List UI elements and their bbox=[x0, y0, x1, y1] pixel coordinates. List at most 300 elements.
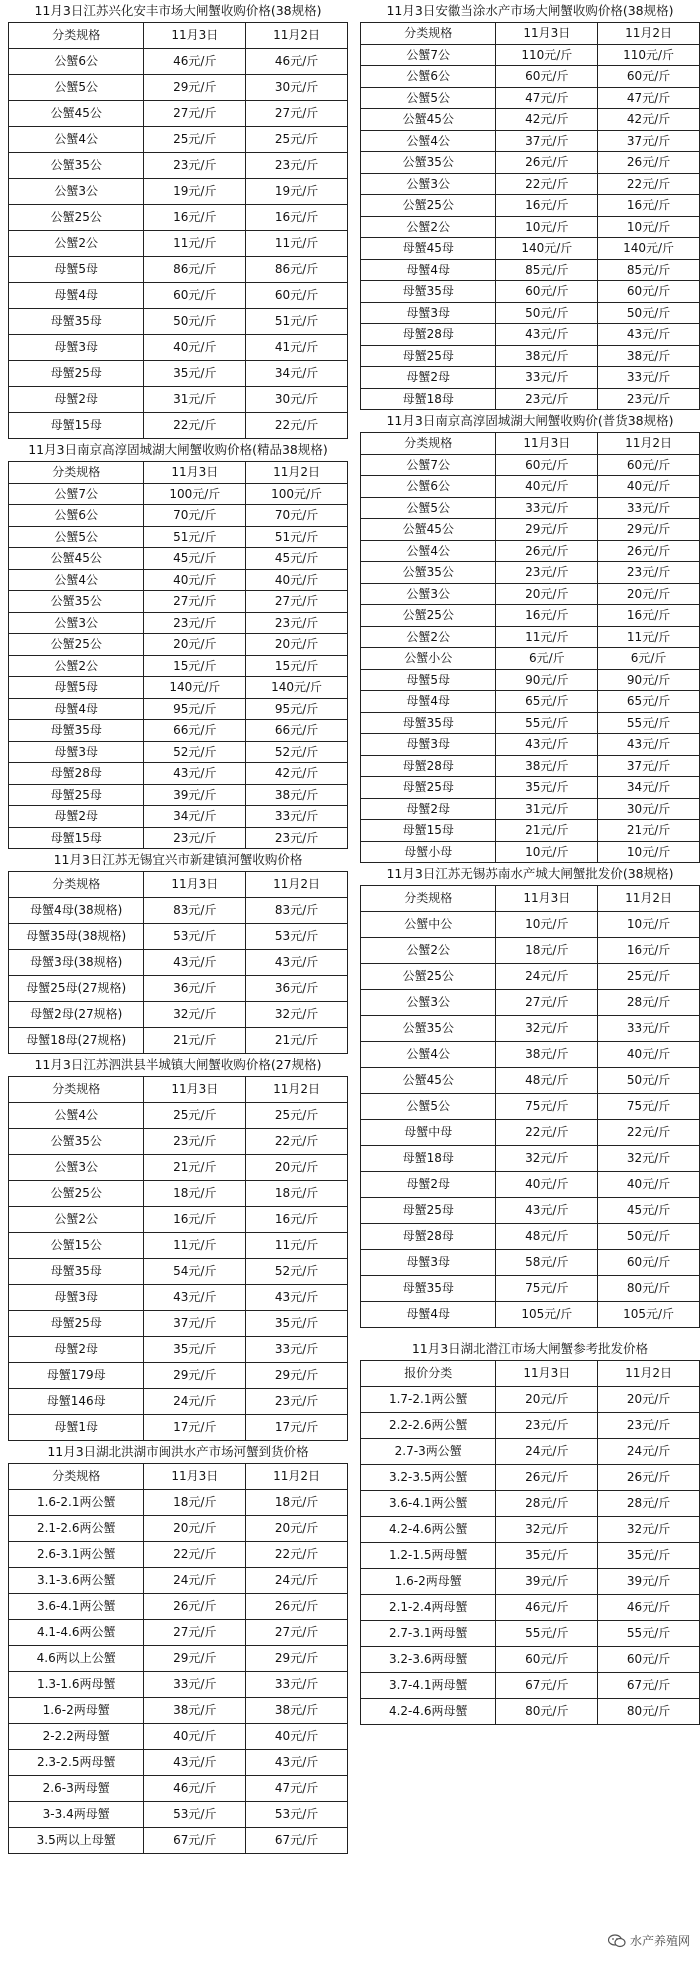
price-cell: 26元/斤 bbox=[496, 540, 598, 562]
spec-cell: 母蟹45母 bbox=[361, 238, 496, 260]
price-table-block bbox=[8, 0, 348, 439]
spec-cell: 母蟹4母(38规格) bbox=[9, 898, 144, 924]
price-cell: 38元/斤 bbox=[598, 345, 700, 367]
spec-cell: 公蟹35公 bbox=[9, 591, 144, 613]
price-cell: 54元/斤 bbox=[144, 1259, 246, 1285]
spec-cell: 公蟹中公 bbox=[361, 912, 496, 938]
price-cell: 35元/斤 bbox=[598, 1543, 700, 1569]
price-cell: 40元/斤 bbox=[144, 335, 246, 361]
spec-cell: 4.2-4.6两母蟹 bbox=[361, 1699, 496, 1725]
spec-cell: 公蟹5公 bbox=[361, 87, 496, 109]
spec-cell: 公蟹4公 bbox=[9, 1103, 144, 1129]
table-row bbox=[9, 283, 348, 309]
price-cell: 16元/斤 bbox=[496, 195, 598, 217]
price-cell: 105元/斤 bbox=[496, 1302, 598, 1328]
spec-cell: 公蟹35公 bbox=[361, 1016, 496, 1042]
spec-cell: 公蟹35公 bbox=[361, 152, 496, 174]
price-cell: 32元/斤 bbox=[496, 1146, 598, 1172]
table-row bbox=[361, 1621, 700, 1647]
spec-cell: 母蟹35母(38规格) bbox=[9, 924, 144, 950]
spec-cell: 3.6-4.1两公蟹 bbox=[9, 1594, 144, 1620]
price-cell: 35元/斤 bbox=[144, 1337, 246, 1363]
table-row bbox=[361, 1276, 700, 1302]
price-cell: 23元/斤 bbox=[246, 612, 348, 634]
spec-cell: 母蟹1母 bbox=[9, 1415, 144, 1441]
spec-cell: 公蟹25公 bbox=[9, 634, 144, 656]
price-cell: 23元/斤 bbox=[598, 1413, 700, 1439]
price-cell: 55元/斤 bbox=[496, 1621, 598, 1647]
price-table-block bbox=[8, 1054, 348, 1441]
price-cell: 35元/斤 bbox=[246, 1311, 348, 1337]
spec-cell: 公蟹4公 bbox=[361, 130, 496, 152]
price-cell: 33元/斤 bbox=[598, 497, 700, 519]
table-row bbox=[9, 1415, 348, 1441]
spec-cell: 3.6-4.1两公蟹 bbox=[361, 1491, 496, 1517]
price-table-block bbox=[360, 863, 700, 1328]
price-table bbox=[360, 885, 700, 1328]
price-cell: 19元/斤 bbox=[144, 179, 246, 205]
spec-cell: 母蟹4母 bbox=[9, 283, 144, 309]
price-cell: 23元/斤 bbox=[496, 388, 598, 410]
spec-cell: 公蟹5公 bbox=[9, 526, 144, 548]
table-row bbox=[9, 127, 348, 153]
spec-cell: 母蟹15母 bbox=[9, 413, 144, 439]
spec-cell: 公蟹25公 bbox=[361, 605, 496, 627]
price-cell: 60元/斤 bbox=[598, 281, 700, 303]
table-row bbox=[361, 281, 700, 303]
table-row bbox=[361, 734, 700, 756]
price-cell: 31元/斤 bbox=[496, 798, 598, 820]
header-cell: 11月3日 bbox=[496, 23, 598, 45]
spec-cell: 1.6-2两母蟹 bbox=[9, 1698, 144, 1724]
price-cell: 50元/斤 bbox=[144, 309, 246, 335]
price-table-block bbox=[360, 0, 700, 410]
table-header-row bbox=[9, 1464, 348, 1490]
table-row bbox=[9, 505, 348, 527]
price-cell: 140元/斤 bbox=[496, 238, 598, 260]
price-cell: 29元/斤 bbox=[598, 519, 700, 541]
header-cell: 11月2日 bbox=[598, 433, 700, 455]
spec-cell: 公蟹4公 bbox=[361, 1042, 496, 1068]
price-cell: 95元/斤 bbox=[246, 698, 348, 720]
price-cell: 51元/斤 bbox=[246, 526, 348, 548]
price-cell: 70元/斤 bbox=[246, 505, 348, 527]
table-row bbox=[361, 66, 700, 88]
table-title: 11月3日湖北潜江市场大闸蟹参考批发价格 bbox=[411, 1341, 649, 1356]
table-header-row bbox=[361, 1361, 700, 1387]
table-row bbox=[9, 1389, 348, 1415]
price-cell: 21元/斤 bbox=[144, 1155, 246, 1181]
price-cell: 25元/斤 bbox=[246, 1103, 348, 1129]
price-cell: 24元/斤 bbox=[144, 1389, 246, 1415]
price-cell: 86元/斤 bbox=[144, 257, 246, 283]
price-cell: 60元/斤 bbox=[496, 1647, 598, 1673]
price-cell: 16元/斤 bbox=[598, 938, 700, 964]
price-cell: 11元/斤 bbox=[144, 1233, 246, 1259]
price-cell: 46元/斤 bbox=[144, 1776, 246, 1802]
price-cell: 15元/斤 bbox=[144, 655, 246, 677]
table-header-row bbox=[361, 886, 700, 912]
spec-cell: 母蟹2母 bbox=[361, 1172, 496, 1198]
price-cell: 22元/斤 bbox=[496, 1120, 598, 1146]
price-cell: 43元/斤 bbox=[246, 950, 348, 976]
price-cell: 23元/斤 bbox=[246, 827, 348, 849]
table-row bbox=[9, 806, 348, 828]
price-cell: 41元/斤 bbox=[246, 335, 348, 361]
table-row bbox=[9, 591, 348, 613]
table-row bbox=[361, 152, 700, 174]
price-cell: 85元/斤 bbox=[598, 259, 700, 281]
price-cell: 75元/斤 bbox=[598, 1094, 700, 1120]
price-cell: 33元/斤 bbox=[246, 806, 348, 828]
price-cell: 40元/斤 bbox=[246, 1724, 348, 1750]
spec-cell: 2.2-2.6两公蟹 bbox=[361, 1413, 496, 1439]
spec-cell: 母蟹25母 bbox=[9, 1311, 144, 1337]
price-cell: 22元/斤 bbox=[496, 173, 598, 195]
price-table-block bbox=[8, 1441, 348, 1854]
spec-cell: 2-2.2两母蟹 bbox=[9, 1724, 144, 1750]
price-cell: 43元/斤 bbox=[246, 1750, 348, 1776]
price-cell: 16元/斤 bbox=[246, 1207, 348, 1233]
table-row bbox=[361, 990, 700, 1016]
price-cell: 23元/斤 bbox=[144, 153, 246, 179]
table-row bbox=[361, 259, 700, 281]
price-cell: 50元/斤 bbox=[598, 1224, 700, 1250]
table-row bbox=[361, 324, 700, 346]
spec-cell: 母蟹25母 bbox=[9, 784, 144, 806]
price-cell: 42元/斤 bbox=[598, 109, 700, 131]
table-row bbox=[361, 87, 700, 109]
price-cell: 26元/斤 bbox=[144, 1594, 246, 1620]
table-row bbox=[9, 1207, 348, 1233]
price-cell: 42元/斤 bbox=[496, 109, 598, 131]
table-row bbox=[361, 519, 700, 541]
table-row bbox=[9, 898, 348, 924]
price-cell: 40元/斤 bbox=[246, 569, 348, 591]
price-cell: 60元/斤 bbox=[144, 283, 246, 309]
header-cell: 分类规格 bbox=[9, 462, 144, 484]
spec-cell: 公蟹45公 bbox=[361, 1068, 496, 1094]
price-cell: 85元/斤 bbox=[496, 259, 598, 281]
table-row bbox=[361, 1413, 700, 1439]
table-row bbox=[9, 1259, 348, 1285]
price-cell: 23元/斤 bbox=[598, 562, 700, 584]
spec-cell: 公蟹25公 bbox=[9, 205, 144, 231]
spec-cell: 公蟹5公 bbox=[9, 75, 144, 101]
price-table bbox=[360, 22, 700, 410]
price-cell: 10元/斤 bbox=[496, 912, 598, 938]
spec-cell: 公蟹2公 bbox=[361, 626, 496, 648]
table-row bbox=[361, 130, 700, 152]
price-cell: 27元/斤 bbox=[496, 990, 598, 1016]
price-cell: 40元/斤 bbox=[598, 476, 700, 498]
spec-cell: 1.6-2.1两公蟹 bbox=[9, 1490, 144, 1516]
price-cell: 36元/斤 bbox=[144, 976, 246, 1002]
table-row bbox=[9, 655, 348, 677]
spec-cell: 1.2-1.5两母蟹 bbox=[361, 1543, 496, 1569]
table-row bbox=[9, 612, 348, 634]
spec-cell: 公蟹2公 bbox=[9, 231, 144, 257]
header-cell: 分类规格 bbox=[9, 1464, 144, 1490]
price-cell: 32元/斤 bbox=[598, 1517, 700, 1543]
table-row bbox=[361, 1198, 700, 1224]
price-cell: 22元/斤 bbox=[246, 1129, 348, 1155]
price-cell: 52元/斤 bbox=[246, 741, 348, 763]
spec-cell: 4.1-4.6两公蟹 bbox=[9, 1620, 144, 1646]
price-cell: 39元/斤 bbox=[144, 784, 246, 806]
price-cell: 32元/斤 bbox=[598, 1146, 700, 1172]
spec-cell: 公蟹25公 bbox=[361, 964, 496, 990]
price-cell: 11元/斤 bbox=[246, 231, 348, 257]
table-row bbox=[361, 1094, 700, 1120]
table-row bbox=[361, 1647, 700, 1673]
spec-cell: 母蟹15母 bbox=[361, 820, 496, 842]
spec-cell: 2.6-3.1两公蟹 bbox=[9, 1542, 144, 1568]
price-cell: 40元/斤 bbox=[598, 1172, 700, 1198]
spec-cell: 公蟹25公 bbox=[9, 1181, 144, 1207]
table-row bbox=[361, 712, 700, 734]
table-row bbox=[9, 1490, 348, 1516]
spec-cell: 母蟹18母(27规格) bbox=[9, 1028, 144, 1054]
price-cell: 23元/斤 bbox=[246, 1389, 348, 1415]
price-cell: 29元/斤 bbox=[496, 519, 598, 541]
price-cell: 47元/斤 bbox=[246, 1776, 348, 1802]
price-cell: 43元/斤 bbox=[496, 1198, 598, 1224]
price-cell: 33元/斤 bbox=[496, 497, 598, 519]
spec-cell: 母蟹146母 bbox=[9, 1389, 144, 1415]
spec-cell: 公蟹4公 bbox=[361, 540, 496, 562]
left-column bbox=[8, 0, 348, 1854]
table-row bbox=[9, 827, 348, 849]
spec-cell: 公蟹3公 bbox=[361, 990, 496, 1016]
spec-cell: 公蟹15公 bbox=[9, 1233, 144, 1259]
price-cell: 37元/斤 bbox=[598, 130, 700, 152]
price-cell: 43元/斤 bbox=[496, 734, 598, 756]
price-table-block bbox=[360, 410, 700, 863]
price-cell: 105元/斤 bbox=[598, 1302, 700, 1328]
price-cell: 27元/斤 bbox=[246, 101, 348, 127]
table-row bbox=[9, 763, 348, 785]
price-cell: 46元/斤 bbox=[598, 1595, 700, 1621]
wechat-icon bbox=[608, 1934, 626, 1948]
watermark-text: 水产养殖网 bbox=[629, 1934, 690, 1948]
price-cell: 10元/斤 bbox=[496, 841, 598, 863]
price-cell: 22元/斤 bbox=[246, 413, 348, 439]
table-row bbox=[361, 1439, 700, 1465]
price-cell: 38元/斤 bbox=[496, 345, 598, 367]
price-cell: 11元/斤 bbox=[496, 626, 598, 648]
table-row bbox=[9, 1620, 348, 1646]
spec-cell: 3.5两以上母蟹 bbox=[9, 1828, 144, 1854]
price-cell: 60元/斤 bbox=[246, 283, 348, 309]
price-cell: 19元/斤 bbox=[246, 179, 348, 205]
spec-cell: 公蟹3公 bbox=[9, 612, 144, 634]
table-row bbox=[9, 1724, 348, 1750]
spec-cell: 母蟹35母 bbox=[361, 712, 496, 734]
price-cell: 34元/斤 bbox=[144, 806, 246, 828]
spec-cell: 母蟹4母 bbox=[361, 1302, 496, 1328]
table-row bbox=[9, 1568, 348, 1594]
table-row bbox=[361, 820, 700, 842]
price-cell: 47元/斤 bbox=[496, 87, 598, 109]
table-title: 11月3日江苏无锡苏南水产城大闸蟹批发价(38规格) bbox=[386, 866, 674, 881]
price-cell: 32元/斤 bbox=[496, 1517, 598, 1543]
price-table-block bbox=[360, 1338, 700, 1725]
price-cell: 100元/斤 bbox=[246, 483, 348, 505]
price-cell: 35元/斤 bbox=[496, 1543, 598, 1569]
spec-cell: 母蟹3母 bbox=[361, 302, 496, 324]
table-row bbox=[9, 569, 348, 591]
spec-cell: 母蟹25母(27规格) bbox=[9, 976, 144, 1002]
table-title: 11月3日湖北洪湖市闽洪水产市场河蟹到货价格 bbox=[47, 1444, 309, 1459]
table-row bbox=[361, 388, 700, 410]
spec-cell: 母蟹35母 bbox=[9, 1259, 144, 1285]
spec-cell: 母蟹3母 bbox=[9, 741, 144, 763]
price-cell: 58元/斤 bbox=[496, 1250, 598, 1276]
price-table bbox=[8, 1076, 348, 1441]
price-cell: 33元/斤 bbox=[598, 367, 700, 389]
price-cell: 140元/斤 bbox=[246, 677, 348, 699]
header-cell: 11月3日 bbox=[144, 1464, 246, 1490]
price-cell: 29元/斤 bbox=[144, 1363, 246, 1389]
price-cell: 35元/斤 bbox=[144, 361, 246, 387]
spec-cell: 母蟹3母 bbox=[9, 1285, 144, 1311]
header-cell: 11月2日 bbox=[246, 1077, 348, 1103]
price-cell: 47元/斤 bbox=[598, 87, 700, 109]
table-row bbox=[9, 1542, 348, 1568]
spec-cell: 母蟹5母 bbox=[9, 257, 144, 283]
table-row bbox=[361, 1673, 700, 1699]
price-cell: 10元/斤 bbox=[598, 912, 700, 938]
price-cell: 22元/斤 bbox=[598, 1120, 700, 1146]
price-cell: 52元/斤 bbox=[246, 1259, 348, 1285]
table-row bbox=[361, 302, 700, 324]
table-row bbox=[9, 976, 348, 1002]
price-cell: 33元/斤 bbox=[246, 1672, 348, 1698]
table-row bbox=[9, 309, 348, 335]
spec-cell: 4.6两以上公蟹 bbox=[9, 1646, 144, 1672]
spec-cell: 2.1-2.4两母蟹 bbox=[361, 1595, 496, 1621]
spec-cell: 母蟹3母 bbox=[361, 734, 496, 756]
price-cell: 53元/斤 bbox=[144, 1802, 246, 1828]
table-row bbox=[361, 691, 700, 713]
spec-cell: 母蟹4母 bbox=[361, 691, 496, 713]
table-row bbox=[9, 101, 348, 127]
price-cell: 27元/斤 bbox=[144, 1620, 246, 1646]
price-cell: 55元/斤 bbox=[598, 1621, 700, 1647]
spec-cell: 母蟹28母 bbox=[361, 1224, 496, 1250]
price-cell: 6元/斤 bbox=[496, 648, 598, 670]
price-cell: 30元/斤 bbox=[246, 387, 348, 413]
table-row bbox=[361, 476, 700, 498]
price-cell: 23元/斤 bbox=[496, 562, 598, 584]
price-cell: 110元/斤 bbox=[496, 44, 598, 66]
table-row bbox=[361, 964, 700, 990]
spec-cell: 1.3-1.6两母蟹 bbox=[9, 1672, 144, 1698]
price-cell: 18元/斤 bbox=[246, 1490, 348, 1516]
price-cell: 22元/斤 bbox=[144, 413, 246, 439]
price-cell: 26元/斤 bbox=[496, 1465, 598, 1491]
spec-cell: 母蟹3母(38规格) bbox=[9, 950, 144, 976]
table-row bbox=[361, 44, 700, 66]
table-title: 11月3日江苏泗洪县半城镇大闸蟹收购价格(27规格) bbox=[34, 1057, 322, 1072]
price-cell: 20元/斤 bbox=[496, 1387, 598, 1413]
price-cell: 33元/斤 bbox=[144, 1672, 246, 1698]
price-cell: 37元/斤 bbox=[144, 1311, 246, 1337]
spec-cell: 公蟹3公 bbox=[9, 1155, 144, 1181]
price-cell: 50元/斤 bbox=[598, 1068, 700, 1094]
spec-cell: 公蟹45公 bbox=[9, 101, 144, 127]
price-cell: 40元/斤 bbox=[496, 476, 598, 498]
table-header-row bbox=[9, 462, 348, 484]
table-row bbox=[361, 562, 700, 584]
table-row bbox=[361, 1491, 700, 1517]
table-row bbox=[361, 1302, 700, 1328]
price-cell: 40元/斤 bbox=[144, 1724, 246, 1750]
price-cell: 26元/斤 bbox=[246, 1594, 348, 1620]
table-row bbox=[9, 387, 348, 413]
spec-cell: 母蟹2母 bbox=[361, 798, 496, 820]
spec-cell: 公蟹5公 bbox=[361, 497, 496, 519]
spec-cell: 公蟹5公 bbox=[361, 1094, 496, 1120]
spec-cell: 公蟹2公 bbox=[9, 1207, 144, 1233]
price-cell: 29元/斤 bbox=[144, 1646, 246, 1672]
spec-cell: 母蟹15母 bbox=[9, 827, 144, 849]
table-row bbox=[9, 1363, 348, 1389]
spec-cell: 2.3-2.5两母蟹 bbox=[9, 1750, 144, 1776]
price-cell: 25元/斤 bbox=[246, 127, 348, 153]
right-column bbox=[360, 0, 700, 1725]
table-row bbox=[9, 698, 348, 720]
price-cell: 31元/斤 bbox=[144, 387, 246, 413]
header-cell: 11月2日 bbox=[246, 1464, 348, 1490]
table-row bbox=[361, 497, 700, 519]
price-cell: 21元/斤 bbox=[246, 1028, 348, 1054]
price-cell: 23元/斤 bbox=[598, 388, 700, 410]
spec-cell: 1.7-2.1两公蟹 bbox=[361, 1387, 496, 1413]
price-cell: 24元/斤 bbox=[496, 1439, 598, 1465]
table-row bbox=[9, 1750, 348, 1776]
price-cell: 40元/斤 bbox=[598, 1042, 700, 1068]
price-table bbox=[360, 1360, 700, 1725]
price-cell: 75元/斤 bbox=[496, 1276, 598, 1302]
spec-cell: 4.2-4.6两公蟹 bbox=[361, 1517, 496, 1543]
price-cell: 75元/斤 bbox=[496, 1094, 598, 1120]
table-row bbox=[361, 841, 700, 863]
spec-cell: 母蟹3母 bbox=[361, 1250, 496, 1276]
price-cell: 140元/斤 bbox=[144, 677, 246, 699]
table-row bbox=[361, 1465, 700, 1491]
header-cell: 11月3日 bbox=[144, 23, 246, 49]
table-row bbox=[361, 1068, 700, 1094]
header-cell: 分类规格 bbox=[9, 1077, 144, 1103]
table-row bbox=[361, 1172, 700, 1198]
price-cell: 43元/斤 bbox=[144, 950, 246, 976]
table-row bbox=[361, 1569, 700, 1595]
price-cell: 23元/斤 bbox=[144, 1129, 246, 1155]
spec-cell: 2.7-3.1两母蟹 bbox=[361, 1621, 496, 1647]
spec-cell: 母蟹35母 bbox=[9, 720, 144, 742]
table-row bbox=[9, 179, 348, 205]
watermark bbox=[608, 1932, 690, 1949]
price-cell: 28元/斤 bbox=[598, 1491, 700, 1517]
price-cell: 60元/斤 bbox=[598, 66, 700, 88]
price-cell: 65元/斤 bbox=[598, 691, 700, 713]
table-row bbox=[361, 1016, 700, 1042]
header-cell: 分类规格 bbox=[361, 23, 496, 45]
table-row bbox=[361, 345, 700, 367]
table-row bbox=[9, 75, 348, 101]
